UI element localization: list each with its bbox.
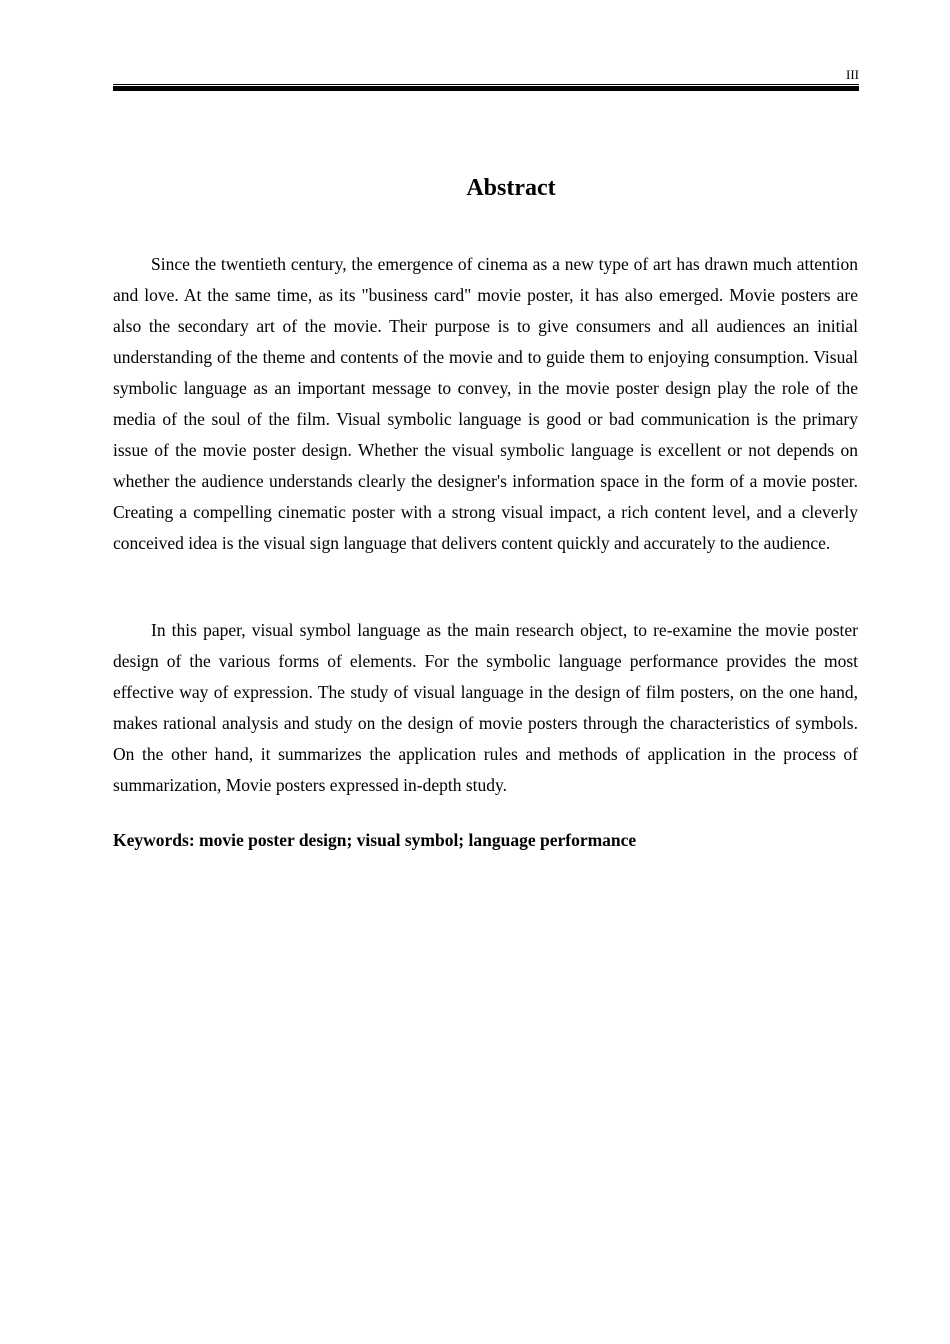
- abstract-paragraph-2: In this paper, visual symbol language as the main research object, to re-examine the movie poster design of the various forms of elements. For the symbolic language performance provides the most effective way of expression. The study of visual language in the design of film posters, on the one hand, makes rational analysis and study on the design of movie posters through the characteristics of symbols. On the other hand, it summarizes the application rules and methods of application in the process of summarization, Movie posters expressed in-depth study.: [113, 620, 858, 795]
- header-rule: [113, 84, 859, 91]
- page-title: Abstract: [466, 175, 556, 201]
- header-rule-thick: [113, 86, 859, 91]
- page-number: III: [846, 67, 859, 82]
- keywords: Keywords: movie poster design; visual symbol; language performance: [113, 830, 637, 850]
- abstract-paragraph-1: Since the twentieth century, the emergence of cinema as a new type of art has drawn much attention and love. At the same time, as its "business card" movie poster, it has also emerged. Movie posters are also the secondary art of the movie. Their purpose is to give consumers and all audiences an initial understanding of the theme and contents of the movie and to guide them to enjoying consumption. Visual symbolic language as an important message to convey, in the movie poster design play the role of the media of the soul of the film. Visual symbolic language is good or bad communication is the primary issue of the movie poster design. Whether the visual symbolic language is excellent or not depends on whether the audience understands clearly the designer's information space in the form of a movie poster. Creating a compelling cinematic poster with a strong visual impact, a rich content level, and a cleverly conceived idea is the visual sign language that delivers content quickly and accurately to the audience.: [113, 254, 858, 553]
- header-rule-thin: [113, 84, 859, 85]
